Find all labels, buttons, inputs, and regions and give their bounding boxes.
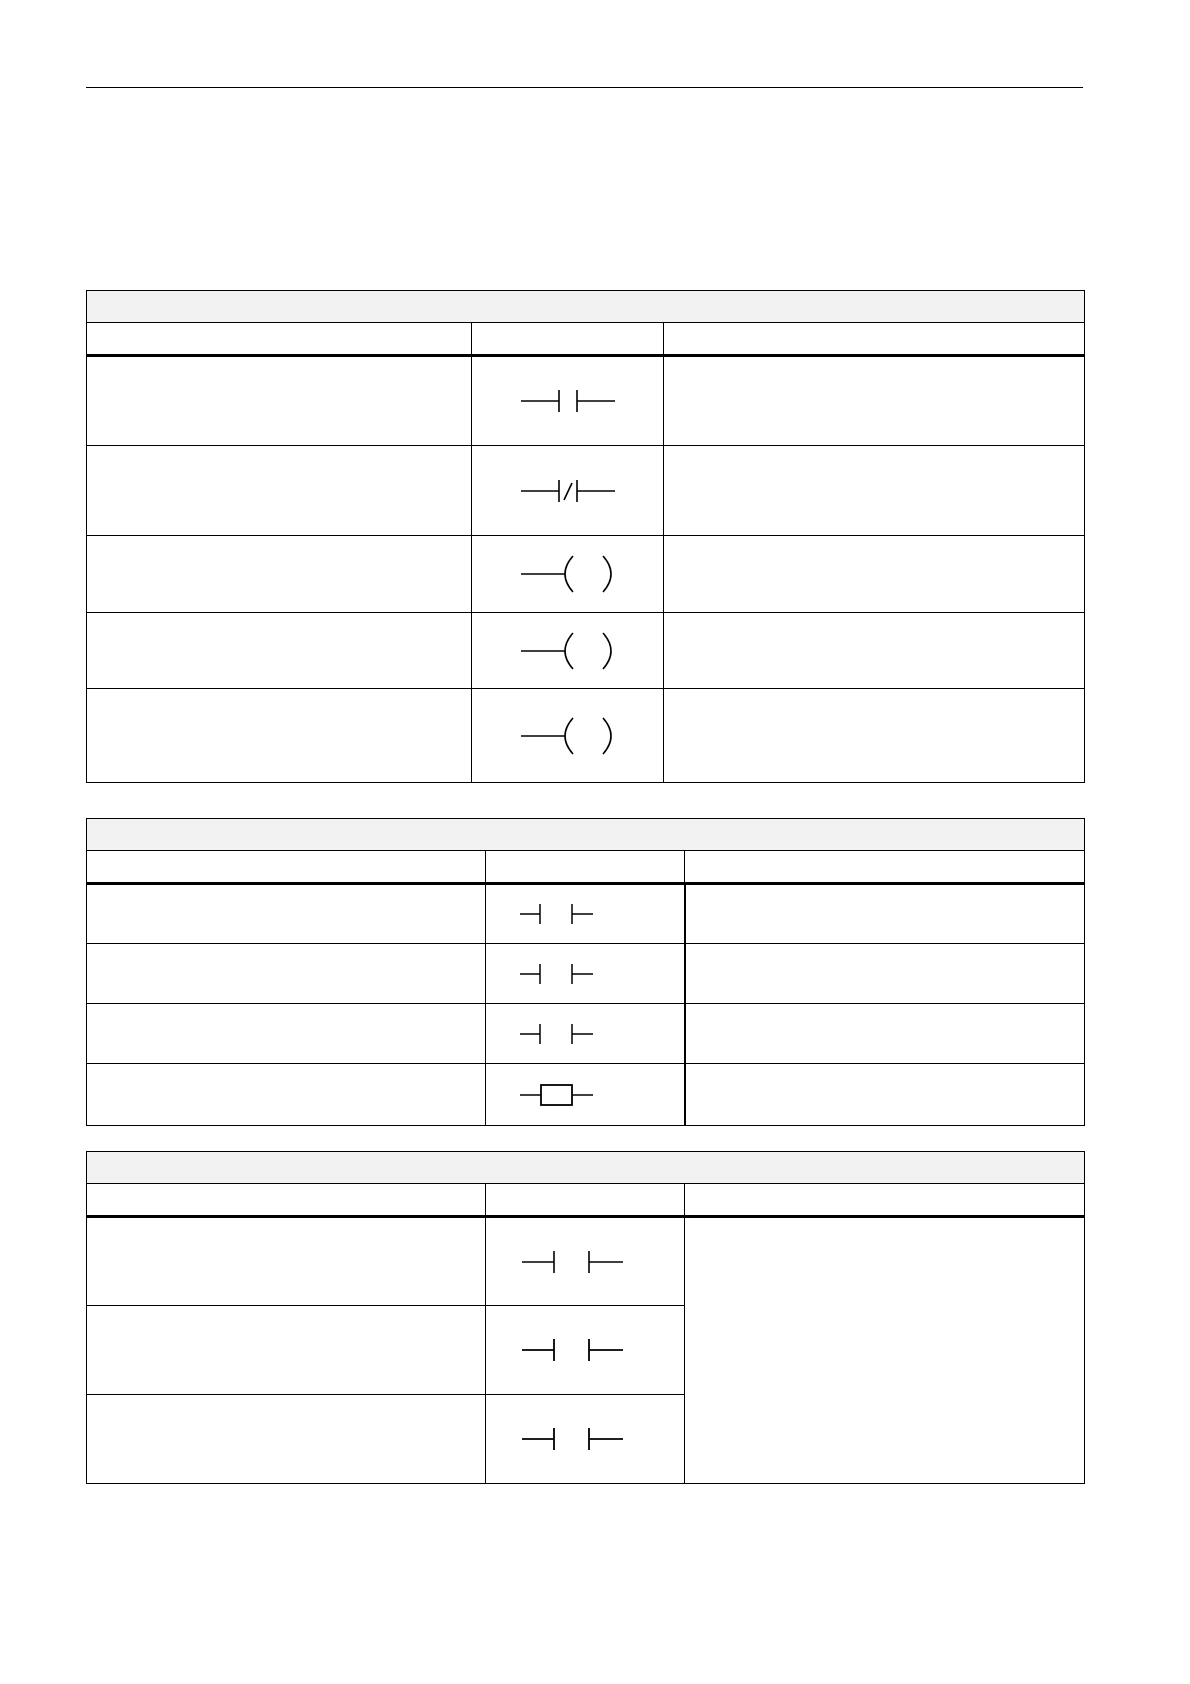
symbol-table-3 (86, 1151, 1085, 1484)
column-header-symbol (472, 323, 664, 356)
row-symbol (486, 1004, 685, 1064)
coil-symbol (521, 554, 615, 594)
table-row (87, 1004, 1085, 1064)
column-header-label (87, 1184, 486, 1217)
row-description (664, 446, 1085, 536)
table-title (87, 819, 1085, 851)
row-symbol (486, 944, 685, 1004)
table-row (87, 944, 1085, 1004)
table-row (87, 689, 1085, 783)
header-rule (86, 87, 1083, 88)
normally-open-contact-symbol (520, 963, 596, 985)
table-row (87, 536, 1085, 613)
table-row (87, 884, 1085, 944)
row-label (87, 356, 472, 446)
row-symbol (486, 1217, 685, 1306)
row-label (87, 446, 472, 536)
normally-open-contact-symbol (522, 1338, 626, 1362)
column-header-label (87, 851, 486, 884)
coil-symbol (521, 716, 615, 756)
row-label (87, 1395, 486, 1484)
row-symbol (472, 613, 664, 689)
row-symbol (486, 884, 685, 944)
row-symbol (486, 1395, 685, 1484)
column-header-symbol (486, 851, 685, 884)
row-label (87, 1306, 486, 1395)
row-label (87, 536, 472, 613)
table-row (87, 1217, 1085, 1306)
normally-open-contact-symbol (520, 1023, 596, 1045)
row-description (685, 884, 1085, 944)
normally-closed-contact-symbol (521, 479, 615, 503)
table-row (87, 446, 1085, 536)
row-description (685, 944, 1085, 1004)
row-description (685, 1004, 1085, 1064)
row-label (87, 613, 472, 689)
table-row (87, 613, 1085, 689)
column-header-description (664, 323, 1085, 356)
symbol-table-2 (86, 818, 1085, 1126)
table-row (87, 356, 1085, 446)
row-symbol (486, 1064, 685, 1126)
row-symbol (472, 536, 664, 613)
box-element-symbol (520, 1083, 596, 1107)
normally-open-contact-symbol (522, 1250, 626, 1274)
row-description (664, 356, 1085, 446)
row-description (664, 536, 1085, 613)
row-label (87, 944, 486, 1004)
merged-description (685, 1217, 1085, 1484)
column-header-label (87, 323, 472, 356)
symbol-table-1 (86, 290, 1085, 783)
table-row (87, 1064, 1085, 1126)
row-symbol (472, 689, 664, 783)
row-label (87, 884, 486, 944)
normally-open-contact-symbol (522, 1427, 626, 1451)
table-title (87, 1152, 1085, 1184)
row-label (87, 1004, 486, 1064)
normally-open-contact-symbol (521, 389, 615, 413)
column-header-symbol (486, 1184, 685, 1217)
table-title (87, 291, 1085, 323)
coil-symbol (521, 631, 615, 671)
column-header-description (685, 1184, 1085, 1217)
row-label (87, 1217, 486, 1306)
row-label (87, 689, 472, 783)
row-description (664, 689, 1085, 783)
row-description (664, 613, 1085, 689)
row-symbol (472, 446, 664, 536)
column-header-description (685, 851, 1085, 884)
row-description (685, 1064, 1085, 1126)
normally-open-contact-symbol (520, 903, 596, 925)
row-symbol (486, 1306, 685, 1395)
row-symbol (472, 356, 664, 446)
row-label (87, 1064, 486, 1126)
